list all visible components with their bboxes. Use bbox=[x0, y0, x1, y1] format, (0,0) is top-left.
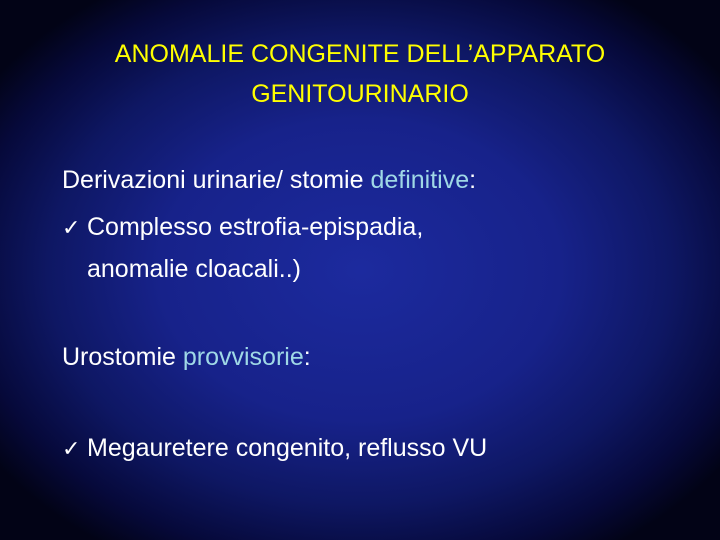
section-heading-provvisorie bbox=[62, 340, 311, 374]
bullet-item-megauretere bbox=[62, 431, 487, 467]
heading-accent-definitive: definitive bbox=[370, 166, 470, 194]
bullet-item-estrofia bbox=[62, 210, 423, 246]
title-line-1: ANOMALIE CONGENITE DELL’APPARATO bbox=[114, 40, 606, 68]
checkmark-icon: ✓ bbox=[62, 437, 81, 462]
bullet-text: anomalie cloacali..) bbox=[87, 255, 301, 283]
heading-colon: : bbox=[469, 166, 477, 194]
heading-accent-provvisorie: provvisorie bbox=[182, 343, 304, 371]
heading-text: Derivazioni urinarie/ stomie bbox=[62, 166, 371, 194]
title-line-2: GENITOURINARIO bbox=[251, 80, 469, 108]
section-heading-definitive bbox=[62, 163, 476, 197]
slide-title bbox=[0, 34, 720, 114]
bullet-text: Megauretere congenito, reflusso VU bbox=[87, 434, 488, 462]
bullet-item-estrofia-continued bbox=[87, 252, 301, 286]
heading-text: Urostomie bbox=[62, 343, 183, 371]
checkmark-icon: ✓ bbox=[62, 216, 81, 241]
heading-colon: : bbox=[303, 343, 311, 371]
bullet-text: Complesso estrofia-epispadia, bbox=[87, 213, 424, 241]
